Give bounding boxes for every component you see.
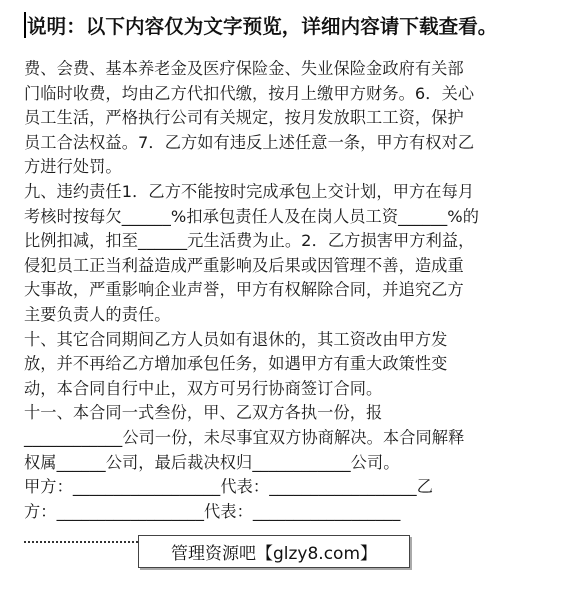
text-line: 方进行处罚。 (24, 157, 122, 177)
document-body (24, 57, 564, 524)
text-line: 动，本合同自行中止，双方可另行协商签订合同。 (24, 378, 383, 398)
text-line: 主要负责人的责任。 (24, 304, 171, 324)
text-line: 员工生活，严格执行公司有关规定，按月发放职工工资，保护 (24, 108, 464, 128)
text-line: ____________公司一份，未尽事宜双方协商解决。本合同解释 (24, 427, 465, 447)
watermark-banner: 管理资源吧【glzy8.com】 (138, 535, 410, 568)
text-cursor (24, 12, 26, 38)
text-line: 考核时按每欠______%扣承包责任人及在岗人员工资______%的 (24, 206, 480, 226)
text-line: 大事故，严重影响企业声誉，甲方有权解除合同，并追究乙方 (24, 280, 464, 300)
text-line: 费、会费、基本养老金及医疗保险金、失业保险金政府有关部 (24, 59, 464, 78)
text-line: 十一、本合同一式叁份，甲、乙双方各执一份，报 (24, 403, 383, 423)
preview-notice-bar (0, 8, 578, 42)
text-line: 侵犯员工正当利益造成严重影响及后果或因管理不善，造成重 (24, 255, 464, 275)
preview-notice: 说明：以下内容仅为文字预览，详细内容请下载查看。 (27, 15, 498, 38)
text-line: 员工合法权益。7．乙方如有违反上述任意一条，甲方有权对乙 (24, 132, 475, 152)
text-line: 十、其它合同期间乙方人员如有退休的，其工资改由甲方发 (24, 329, 448, 349)
dotted-leader (24, 541, 142, 543)
text-line: 放，并不再给乙方增加承包任务，如遇甲方有重大政策性变 (24, 354, 448, 374)
text-line: 比例扣减，扣至______元生活费为止。2．乙方损害甲方利益， (24, 231, 475, 251)
text-line: 甲方：__________________代表：__________________乙 (24, 477, 433, 497)
text-line: 方：__________________代表：__________________ (24, 501, 401, 521)
text-line: 权属______公司，最后裁决权归____________公司。 (24, 452, 400, 472)
text-line: 九、违约责任1．乙方不能按时完成承包上交计划，甲方在每月 (24, 181, 475, 201)
text-line: 门临时收费，均由乙方代扣代缴，按月上缴甲方财务。6．关心 (24, 83, 475, 103)
